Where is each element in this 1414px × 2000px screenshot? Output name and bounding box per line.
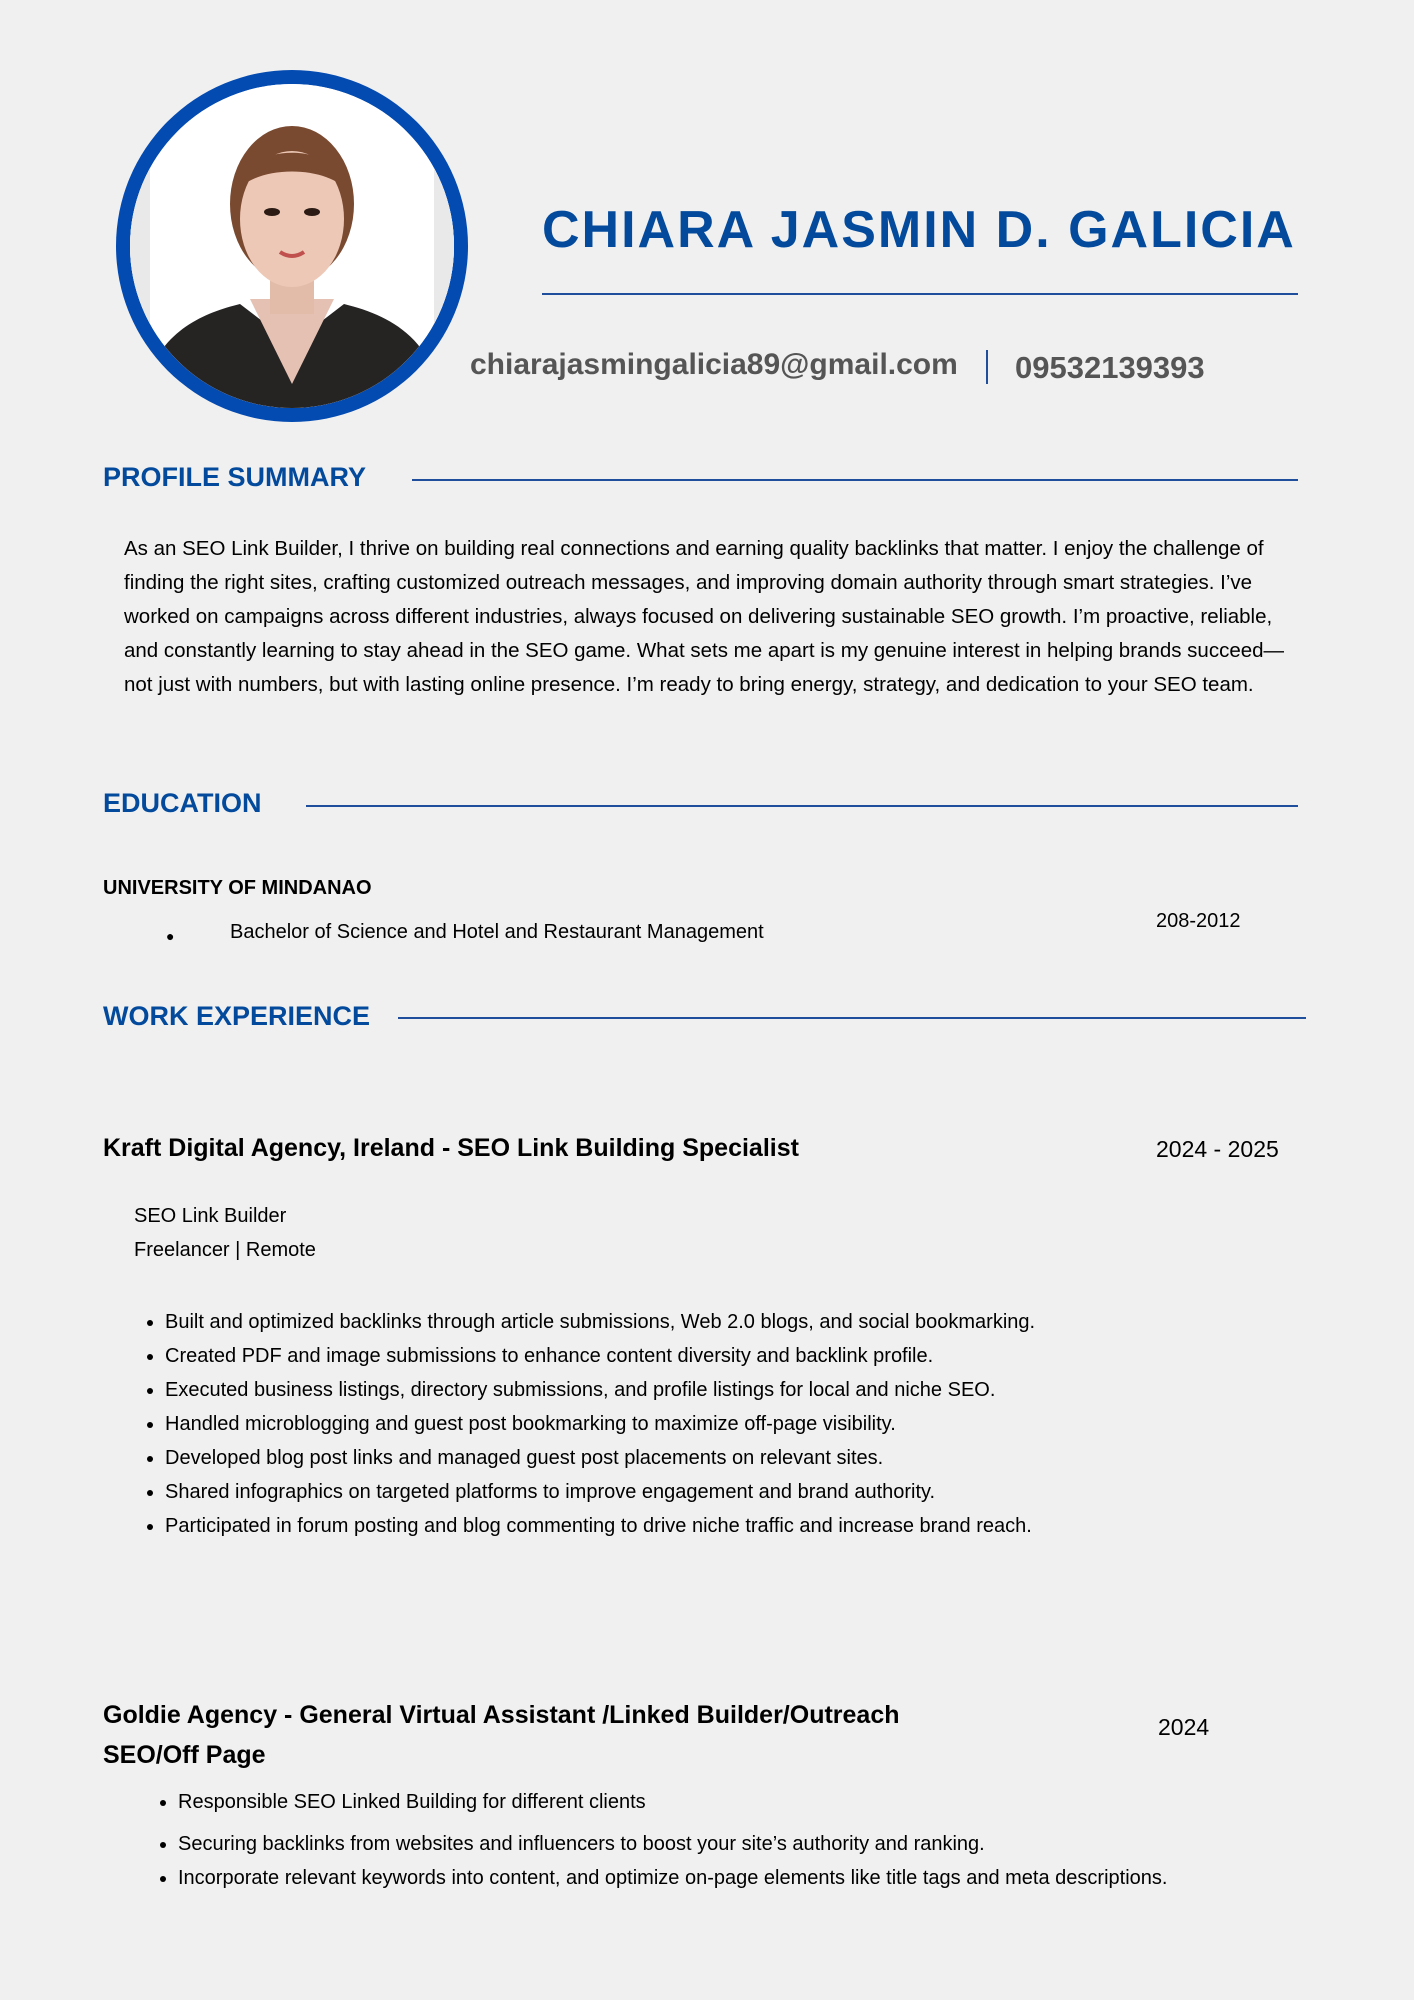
work-experience-heading: WORK EXPERIENCE (103, 1001, 371, 1031)
job-years: 2024 - 2025 (1156, 1136, 1279, 1162)
job-role: SEO Link Builder (134, 1205, 287, 1227)
job-title (103, 1695, 1103, 1775)
list-item: • Executed business listings, directory submissions, and profile listings for local and niche SEO. (165, 1373, 1325, 1407)
education-degree: Bachelor of Science and Hotel and Restaurant Management (230, 921, 764, 943)
education-school: UNIVERSITY OF MINDANAO (103, 877, 372, 899)
list-item: • Developed blog post links and managed guest post placements on relevant sites. (165, 1441, 1325, 1475)
phone-number: 09532139393 (1015, 350, 1205, 385)
job-title-line: Goldie Agency - General Virtual Assistant /Linked Builder/Outreach (103, 1701, 900, 1729)
job-bullet-list (135, 1305, 1325, 1543)
contact-separator (986, 350, 988, 384)
job-title-line: SEO/Off Page (103, 1741, 266, 1769)
job-years: 2024 (1158, 1714, 1210, 1740)
portrait-illustration (130, 84, 454, 408)
list-item: • Handled microblogging and guest post bookmarking to maximize off-page visibility. (165, 1407, 1325, 1441)
education-divider (306, 805, 1298, 807)
job-bullet-list (148, 1785, 1168, 1895)
list-item: • Participated in forum posting and blog commenting to drive niche traffic and increase brand reach. (165, 1509, 1325, 1543)
list-item: • Shared infographics on targeted platforms to improve engagement and brand authority. (165, 1475, 1325, 1509)
education-heading: EDUCATION (103, 788, 262, 818)
profile-summary-divider (412, 479, 1298, 481)
list-item: • Incorporate relevant keywords into content, and optimize on-page elements like title tags and meta descriptions. (178, 1861, 1168, 1895)
list-item: • Responsible SEO Linked Building for different clients (178, 1785, 1168, 1819)
list-item: • Built and optimized backlinks through article submissions, Web 2.0 blogs, and social bookmarking. (165, 1305, 1325, 1339)
name-divider (542, 293, 1298, 295)
education-bullet: ● (166, 928, 175, 944)
list-item: • Securing backlinks from websites and influencers to boost your site’s authority and ranking. (178, 1827, 1168, 1861)
profile-photo-ring (116, 70, 468, 422)
email-link[interactable]: chiarajasmingalicia89@gmail.com (470, 348, 958, 381)
job-type: Freelancer | Remote (134, 1239, 316, 1261)
list-item: • Created PDF and image submissions to enhance content diversity and backlink profile. (165, 1339, 1325, 1373)
job-title: Kraft Digital Agency, Ireland - SEO Link Building Specialist (103, 1134, 799, 1162)
profile-photo (130, 84, 454, 408)
education-years: 208-2012 (1156, 910, 1241, 932)
work-experience-divider (398, 1017, 1306, 1019)
candidate-name: CHIARA JASMIN D. GALICIA (542, 201, 1296, 259)
profile-summary-heading: PROFILE SUMMARY (103, 462, 366, 492)
profile-summary-text: As an SEO Link Builder, I thrive on building real connections and earning quality backlinks that matter. I enjoy the challenge of finding the right sites, crafting customized outreach messages, and improving domain authority through smart strategies. I’ve worked on campaigns across different industries, always focused on delivering sustainable SEO growth. I’m proactive, reliable, and constantly learning to stay ahead in the SEO game. What sets me apart is my genuine interest in helping brands succeed—not just with numbers, but with lasting online presence. I’m ready to bring energy, strategy, and dedication to your SEO team. (124, 537, 1285, 696)
